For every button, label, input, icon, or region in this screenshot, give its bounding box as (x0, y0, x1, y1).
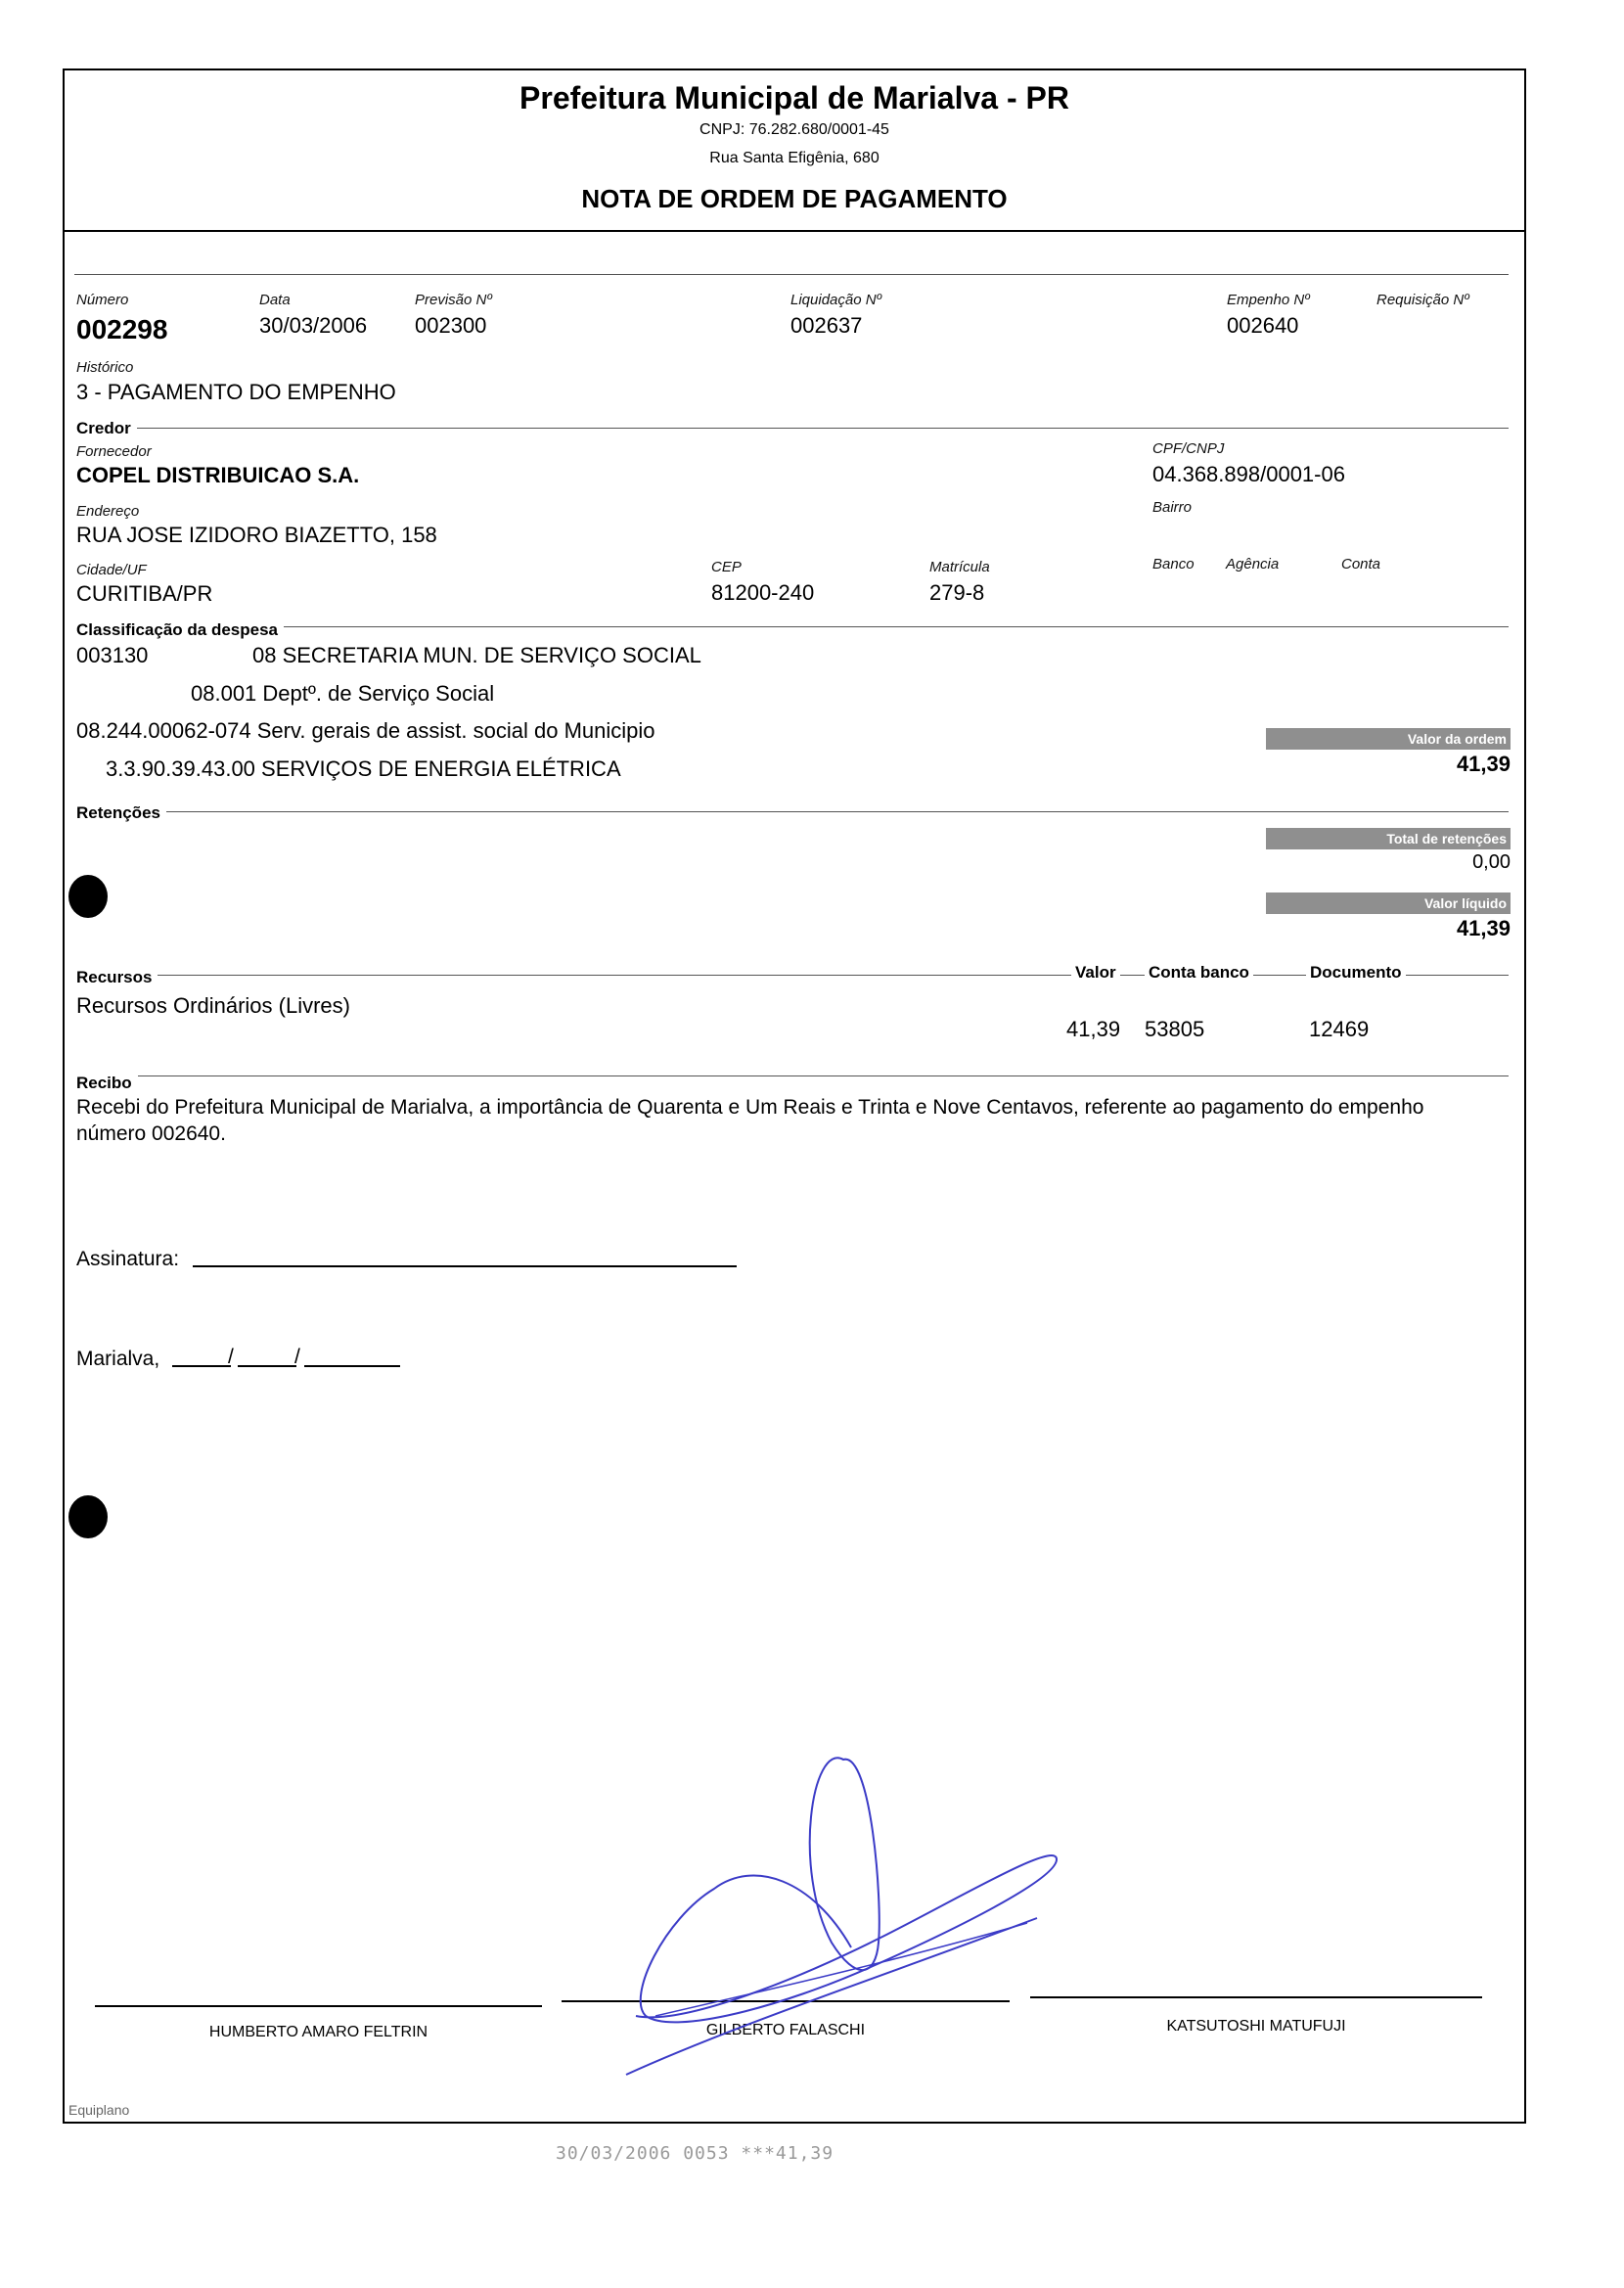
requisicao-label: Requisição Nº (1376, 292, 1469, 308)
retencoes-divider (76, 811, 1509, 812)
recursos-section-title: Recursos (76, 968, 158, 987)
cep-label: CEP (711, 559, 742, 575)
recursos-valor: 41,39 (1066, 1017, 1121, 1041)
local-data-label: Marialva, (76, 1348, 160, 1370)
classificacao-line2: 08.001 Deptº. de Serviço Social (191, 681, 495, 706)
endereco-label: Endereço (76, 503, 140, 520)
cpf-label: CPF/CNPJ (1152, 440, 1225, 457)
signature-line-1 (95, 2005, 542, 2007)
previsao-label: Previsão Nº (415, 292, 492, 308)
signatory-3: KATSUTOSHI MATUFUJI (1166, 2018, 1346, 2035)
data-value: 30/03/2006 (259, 313, 368, 338)
org-title: Prefeitura Municipal de Marialva - PR (519, 80, 1069, 115)
date-day-line (172, 1365, 231, 1367)
valor-liquido-label: Valor líquido (1266, 892, 1511, 914)
machine-stamp (556, 2143, 834, 2164)
conta-label: Conta (1341, 556, 1381, 572)
fornecedor-value: COPEL DISTRIBUICAO S.A. (76, 463, 360, 487)
recibo-divider (76, 1075, 1509, 1076)
numero-label: Número (76, 292, 129, 308)
agencia-label: Agência (1226, 556, 1280, 572)
empenho-label: Empenho Nº (1227, 292, 1310, 308)
valor-ordem-value: 41,39 (1456, 752, 1511, 776)
credor-section-title: Credor (76, 419, 137, 438)
signatory-1: HUMBERTO AMARO FELTRIN (208, 2024, 429, 2040)
classificacao-code: 003130 (76, 643, 149, 667)
matricula-value: 279-8 (929, 580, 985, 605)
date-sep-2: / (294, 1346, 300, 1368)
recursos-name: Recursos Ordinários (Livres) (76, 993, 350, 1018)
cpf-value: 04.368.898/0001-06 (1152, 462, 1345, 486)
recursos-documento-header: Documento (1306, 963, 1406, 983)
classificacao-line3: 08.244.00062-074 Serv. gerais de assist. social do Municipio (76, 718, 655, 743)
handwritten-signature-image (587, 1713, 1096, 2084)
cidade-value: CURITIBA/PR (76, 581, 213, 606)
classificacao-line1: 08 SECRETARIA MUN. DE SERVIÇO SOCIAL (252, 643, 701, 667)
date-month-line (238, 1365, 296, 1367)
signature-line-3 (1030, 1996, 1482, 1998)
org-cnpj: CNPJ: 76.282.680/0001-45 (699, 121, 889, 138)
recursos-valor-header: Valor (1071, 963, 1120, 983)
credor-divider (76, 428, 1509, 429)
recursos-conta: 53805 (1145, 1017, 1205, 1041)
recursos-divider (76, 975, 1509, 976)
binder-hole-bottom (68, 1495, 108, 1538)
recursos-conta-header: Conta banco (1145, 963, 1253, 983)
classificacao-section-title: Classificação da despesa (76, 620, 284, 640)
previsao-value: 002300 (415, 313, 487, 338)
binder-hole-top (68, 875, 108, 918)
total-retencoes-label: Total de retenções (1266, 828, 1511, 849)
assinatura-line (193, 1265, 737, 1267)
cidade-label: Cidade/UF (76, 562, 147, 578)
machine-stamp-text: 30/03/2006 0053 ***41,39 (556, 2143, 835, 2164)
historico-label: Histórico (76, 359, 134, 376)
matricula-label: Matrícula (929, 559, 990, 575)
bairro-label: Bairro (1152, 499, 1193, 516)
header-divider (63, 230, 1526, 232)
valor-liquido-value: 41,39 (1456, 916, 1511, 940)
date-year-line (304, 1365, 400, 1367)
signatory-2: GILBERTO FALASCHI (705, 2022, 866, 2038)
retencoes-section-title: Retenções (76, 803, 166, 823)
total-retencoes-value: 0,00 (1472, 851, 1511, 873)
empenho-value: 002640 (1227, 313, 1299, 338)
liquidacao-label: Liquidação Nº (790, 292, 882, 308)
recibo-text: Recebi do Prefeitura Municipal de Marialva, a importância de Quarenta e Um Reais e Trinta e Nove Centavos, referente ao pagamento do empenho número 002640. (76, 1096, 1424, 1145)
recibo-section-title: Recibo (76, 1074, 138, 1093)
endereco-value: RUA JOSE IZIDORO BIAZETTO, 158 (76, 523, 437, 547)
fornecedor-label: Fornecedor (76, 443, 152, 460)
recursos-documento: 12469 (1309, 1017, 1370, 1041)
date-sep-1: / (228, 1346, 234, 1368)
classificacao-line4: 3.3.90.39.43.00 SERVIÇOS DE ENERGIA ELÉTRICA (106, 756, 621, 781)
numero-value: 002298 (76, 314, 168, 344)
assinatura-label: Assinatura: (76, 1248, 180, 1270)
ids-divider (74, 274, 1509, 275)
classificacao-divider (76, 626, 1509, 627)
org-address: Rua Santa Efigênia, 680 (709, 150, 880, 166)
data-label: Data (259, 292, 291, 308)
document-title: NOTA DE ORDEM DE PAGAMENTO (581, 184, 1008, 213)
historico-value: 3 - PAGAMENTO DO EMPENHO (76, 380, 396, 404)
valor-ordem-label: Valor da ordem (1266, 728, 1511, 750)
cep-value: 81200-240 (711, 580, 815, 605)
banco-label: Banco (1152, 556, 1195, 572)
software-brand: Equiplano (68, 2102, 130, 2118)
liquidacao-value: 002637 (790, 313, 863, 338)
